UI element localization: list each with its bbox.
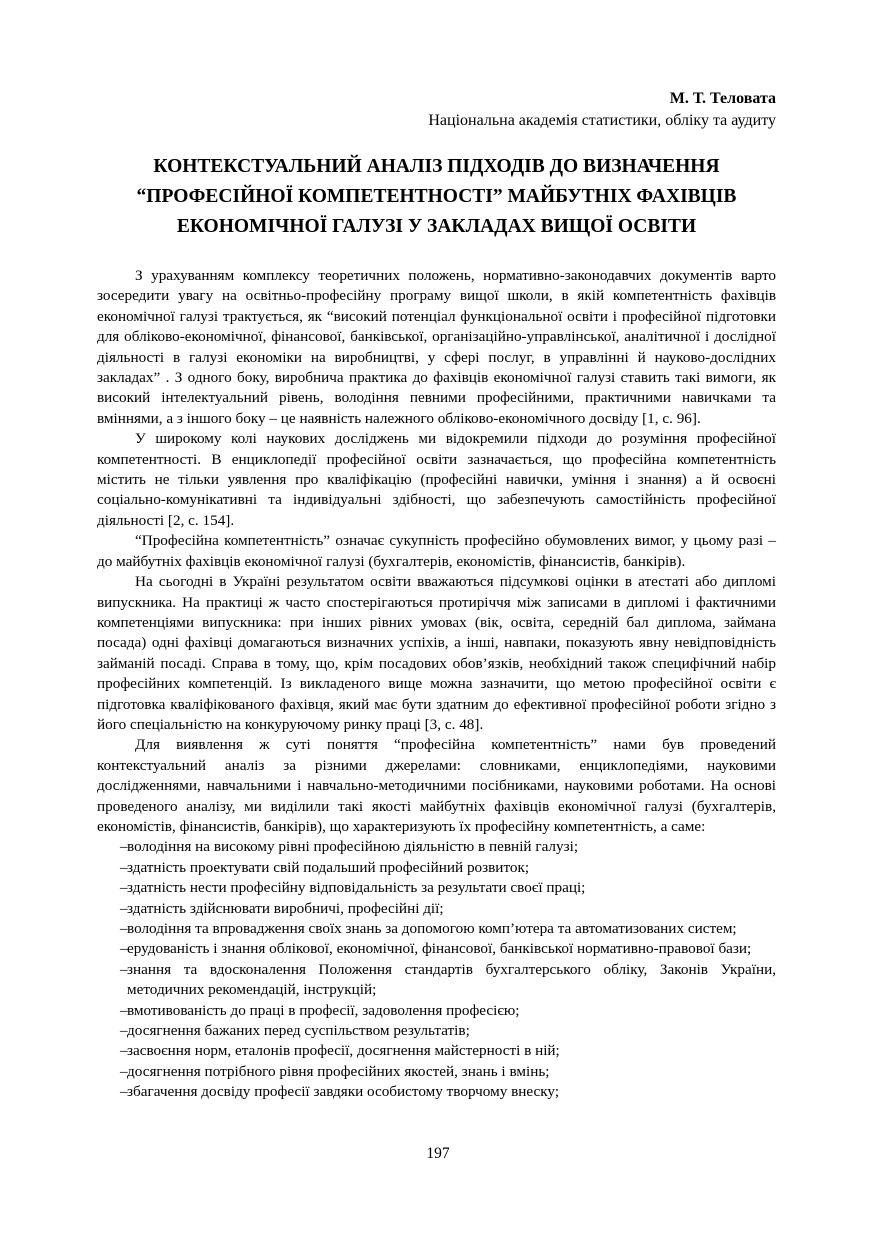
paragraph: “Професійна компетентність” означає сукупність професійно обумовлених вимог, у цьому разі – до майбутніх фахівців економічної галузі (бухгалтерів, економістів, фінансистів, банкірів). [97, 532, 776, 570]
list-item-text: володіння та впровадження своїх знань за допомогою комп’ютера та автоматизованих систем; [127, 920, 737, 937]
list-item-text: знання та вдосконалення Положення стандартів бухгалтерського обліку, Законів України, методичних рекомендацій, інструкцій; [127, 960, 776, 999]
dash-bullet: – [120, 838, 128, 856]
page-content [97, 88, 776, 1103]
paragraph: З урахуванням комплексу теоретичних положень, нормативно-законодавчих документів варто зосередити увагу на освітньо-професійну програму вищої школи, в якій компетентність фахівців економічної галузі трактується, як “високий потенціал функціональної освіти і професійної підготовки для обліково-економічної, фінансової, банківської, організаційно-управлінської, аналітичної і дослідної діяльності в галузі економіки на виробництві, у сфері послуг, в управлінні й науково-дослідних закладах” . З одного боку, виробнича практика до фахівців економічної галузі ставить такі вимоги, як високий інтелектуальний рівень, володіння певними професійними, практичними навичками та вміннями, а з іншого боку – це наявність належного обліково-економічного досвіду [1, с. 96]. [97, 267, 776, 427]
page-number: 197 [426, 1145, 450, 1162]
dash-bullet: – [120, 1083, 128, 1101]
dash-bullet: – [120, 920, 128, 937]
list-item [97, 1062, 776, 1082]
dash-bullet: – [120, 960, 128, 978]
list-item-text: вмотивованість до праці в професії, задоволення професією; [127, 1001, 520, 1019]
list-item [97, 878, 776, 898]
dash-bullet: – [120, 1042, 128, 1060]
qualities-list [97, 837, 776, 1102]
author-name: М. Т. Теловата [669, 90, 776, 107]
list-item [97, 837, 776, 857]
article-body [97, 266, 776, 1103]
dash-bullet: – [120, 1062, 128, 1080]
list-item [97, 939, 776, 959]
list-item-text: засвоєння норм, еталонів професії, досягнення майстерності в ній; [127, 1042, 560, 1060]
list-item-text: здатність здійснювати виробничі, професійні дії; [127, 899, 444, 917]
list-item-text: здатність проектувати свій подальший професійний розвиток; [127, 858, 530, 876]
list-item [97, 919, 776, 939]
list-item-text: досягнення потрібного рівня професійних якостей, знань і вмінь; [127, 1062, 550, 1080]
dash-bullet: – [120, 1022, 128, 1040]
dash-bullet: – [120, 1001, 128, 1019]
list-item [97, 1041, 776, 1061]
paper-title [97, 152, 776, 242]
list-item [97, 899, 776, 919]
dash-bullet: – [120, 899, 128, 917]
byline [97, 88, 776, 132]
title-line-3: ЕКОНОМІЧНОЇ ГАЛУЗІ У ЗАКЛАДАХ ВИЩОЇ ОСВІТИ [176, 216, 697, 237]
list-item [97, 1021, 776, 1041]
paragraph: На сьогодні в Україні результатом освіти вважаються підсумкові оцінки в атестаті або дипломі випускника. На практиці ж часто спостерігаються протиріччя між записами в дипломі і фактичними компетенціями випускника: при інших рівних умовах (вік, освіта, середній бал диплома, займана посада) одні фахівці домагаються визначних успіхів, а інші, навпаки, показують явну невідповідність займаній посаді. Справа в тому, що, крім посадових обов’язків, необхідний також специфічний набір професійних компетенцій. Із викладеного вище можна зазначити, що метою професійної освіти є підготовка кваліфікованого фахівця, який має бути здатним до ефективної професійної роботи згідно з його спеціальністю на конкуруючому ринку праці [3, с. 48]. [97, 573, 776, 733]
paragraph: У широкому колі наукових досліджень ми відокремили підходи до розуміння професійної компетентності. В енциклопедії професійної освіти зазначається, що професійна компетентність містить не тільки уявлення про кваліфікацію (професійні навички, уміння і знання) а й освоєні соціально-комунікативні та індивідуальні здібності, що забезпечують самостійність професійної діяльності [2, с. 154]. [97, 430, 776, 529]
list-item [97, 858, 776, 878]
list-item [97, 960, 776, 1001]
list-item [97, 1001, 776, 1021]
dash-bullet: – [120, 879, 128, 897]
list-item-text: ерудованість і знання облікової, економічної, фінансової, банківської нормативно-правової бази; [127, 940, 752, 958]
list-item [97, 1082, 776, 1102]
list-item-text: досягнення бажаних перед суспільством результатів; [127, 1022, 470, 1040]
list-item-text: володіння на високому рівні професійною діяльністю в певній галузі; [127, 838, 579, 856]
title-line-2: “ПРОФЕСІЙНОЇ КОМПЕТЕНТНОСТІ” МАЙБУТНІХ ФАХІВЦІВ [136, 186, 737, 207]
list-item-text: здатність нести професійну відповідальність за результати своєї праці; [127, 879, 586, 897]
list-item-text: збагачення досвіду професії завдяки особистому творчому внеску; [127, 1083, 560, 1101]
author-affiliation: Національна академія статистики, обліку та аудиту [428, 112, 776, 129]
paragraph: Для виявлення ж суті поняття “професійна компетентність” нами був проведений контекстуальний аналіз за різними джерелами: словниками, енциклопедіями, науковими дослідженнями, навчальними і навчально-методичними посібниками, науковими роботами. На основі проведеного аналізу, ми виділили такі якості майбутніх фахівців економічної галузі (бухгалтерів, економістів, фінансистів, банкірів), що характеризують їх професійну компетентність, а саме: [97, 736, 776, 835]
dash-bullet: – [120, 940, 128, 958]
title-line-1: КОНТЕКСТУАЛЬНИЙ АНАЛІЗ ПІДХОДІВ ДО ВИЗНАЧЕННЯ [153, 156, 720, 177]
dash-bullet: – [120, 858, 128, 876]
